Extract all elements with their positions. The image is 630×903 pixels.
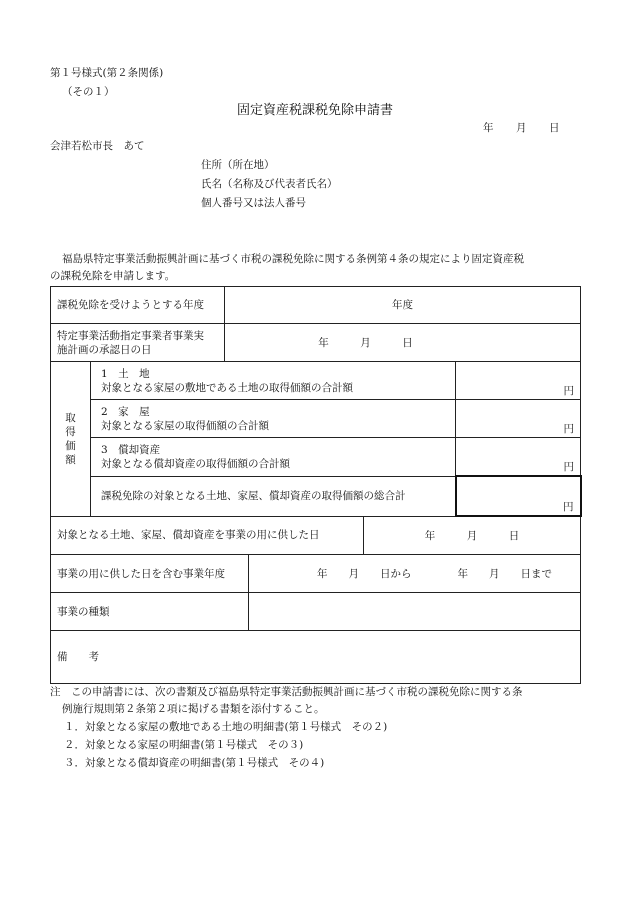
house-amount-field[interactable]: 円 [456, 400, 581, 438]
land-amount-field[interactable]: 円 [456, 362, 581, 400]
intro-line-2: の課税免除を申請します。 [50, 270, 176, 282]
target-year-label: 課税免除を受けようとする年度 [51, 287, 225, 324]
land-row-label: 1 土 地 対象となる家屋の敷地である土地の取得価額の合計額 [91, 362, 456, 400]
target-year-field[interactable]: 年度 [225, 287, 581, 324]
form-number: 第１号様式(第２条関係) [50, 67, 164, 79]
note-item-2: ２．対象となる家屋の明細書(第１号様式 その３) [64, 739, 304, 751]
submission-date[interactable]: 年 月 日 [483, 122, 560, 134]
note-line-2: 例施行規則第２条第２項に掲げる書類を添付すること。 [62, 703, 325, 715]
applicant-name-label: 氏名（名称及び代表者氏名） [201, 178, 338, 190]
applicant-address-label: 住所（所在地） [201, 159, 275, 171]
fiscal-year-field[interactable]: 年 月 日から 年 月 日まで [249, 555, 581, 593]
remarks-label: 備 考 [57, 651, 99, 663]
application-table [50, 286, 582, 684]
page-title: 固定資産税課税免除申請書 [237, 103, 394, 118]
total-row-label: 課税免除の対象となる土地、家屋、償却資産の取得価額の総合計 [91, 476, 456, 516]
house-row-label: 2 家 屋 対象となる家屋の取得価額の合計額 [91, 400, 456, 438]
addressee: 会津若松市長 あて [50, 140, 145, 152]
use-date-field[interactable]: 年 月 日 [364, 516, 581, 555]
business-type-label: 事業の種類 [51, 593, 249, 631]
intro-line-1: 福島県特定事業活動振興計画に基づく市税の課税免除に関する条例第４条の規定により固定資産税 [62, 253, 524, 265]
approval-date-label: 特定事業活動指定事業者事業実 施計画の承認日の日 [51, 324, 225, 362]
acquisition-value-label: 取 得 価 額 [51, 362, 91, 517]
asset-amount-field[interactable]: 円 [456, 438, 581, 477]
note-item-3: ３．対象となる償却資産の明細書(第１号様式 その４) [64, 757, 325, 769]
approval-date-field[interactable]: 年 月 日 [225, 324, 581, 362]
remarks-field[interactable] [51, 631, 581, 684]
fiscal-year-label: 事業の用に供した日を含む事業年度 [51, 555, 249, 593]
form-part: （その１） [62, 86, 115, 98]
applicant-number-label: 個人番号又は法人番号 [201, 197, 306, 209]
use-date-label: 対象となる土地、家屋、償却資産を事業の用に供した日 [51, 516, 364, 555]
business-type-field[interactable] [249, 593, 581, 631]
note-item-1: １．対象となる家屋の敷地である土地の明細書(第１号様式 その２) [64, 721, 388, 733]
note-line-1: 注 この申請書には、次の書類及び福島県特定事業活動振興計画に基づく市税の課税免除に関する条 [50, 686, 523, 698]
total-amount-field[interactable]: 円 [456, 476, 581, 516]
asset-row-label: 3 償却資産 対象となる償却資産の取得価額の合計額 [91, 438, 456, 477]
